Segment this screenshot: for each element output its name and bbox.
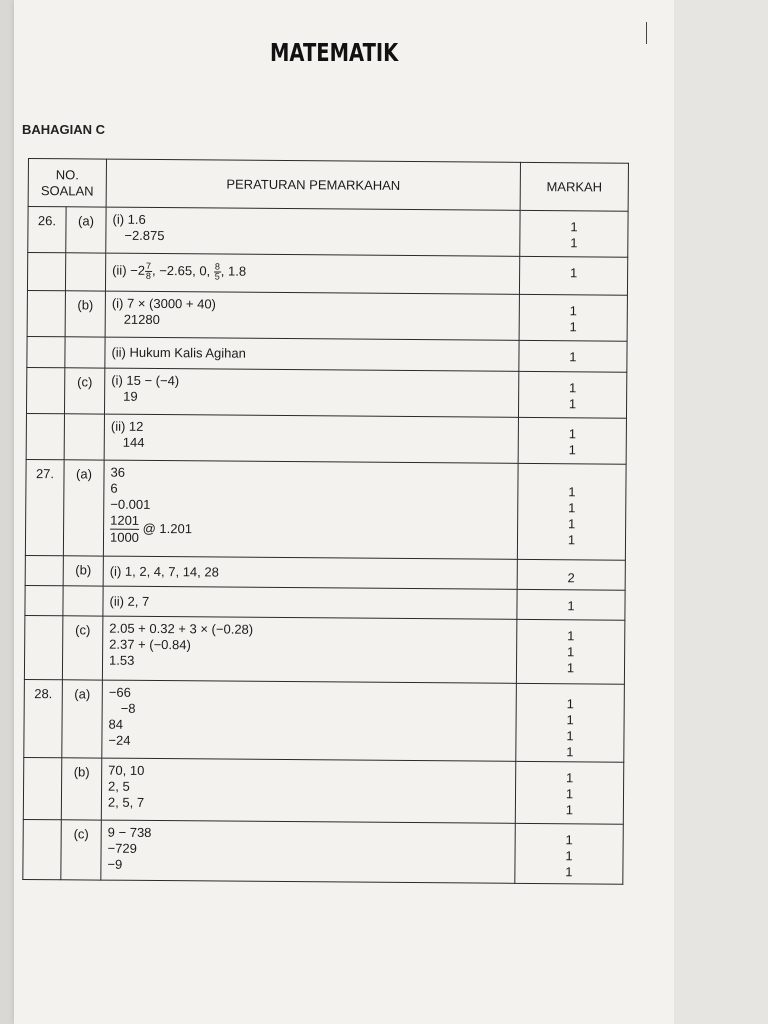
header-no-soalan: NO. SOALAN bbox=[28, 159, 106, 208]
table-row bbox=[26, 413, 626, 464]
table-row bbox=[25, 585, 625, 620]
answer-cell: 9 − 738 −729 −9 bbox=[101, 820, 515, 883]
marks-cell: 1 1 1 1 bbox=[517, 463, 626, 560]
part-label: (c) bbox=[61, 820, 101, 880]
answer-cell: (i) 1, 2, 4, 7, 14, 28 bbox=[103, 556, 517, 589]
header-peraturan: PERATURAN PEMARKAHAN bbox=[106, 159, 520, 210]
part-label: (a) bbox=[62, 680, 103, 758]
part-label: (b) bbox=[61, 758, 101, 820]
table-row bbox=[25, 555, 625, 590]
marks-cell: 1 1 1 bbox=[515, 761, 623, 824]
part-label: (a) bbox=[63, 460, 104, 556]
marks-cell: 1 bbox=[517, 589, 625, 620]
question-number: 26. bbox=[28, 207, 66, 253]
table-row bbox=[27, 336, 627, 372]
answer-cell: (ii) Hukum Kalis Agihan bbox=[105, 337, 519, 371]
table-header-row bbox=[28, 159, 628, 212]
header-markah: MARKAH bbox=[520, 162, 628, 211]
part-label: (b) bbox=[65, 291, 105, 337]
answer-cell: (i) 7 × (3000 + 40) 21280 bbox=[105, 291, 519, 340]
marks-cell: 1 1 bbox=[518, 371, 626, 418]
adjacent-page bbox=[674, 0, 768, 1024]
marks-cell: 1 bbox=[519, 256, 627, 295]
table-row bbox=[26, 367, 626, 418]
fraction: $\frac{8}{5}$ bbox=[214, 261, 220, 282]
answer-cell: −66 −8 84 −24 bbox=[102, 680, 517, 761]
marks-cell: 1 bbox=[519, 340, 627, 372]
table-row bbox=[24, 615, 624, 684]
table-row bbox=[27, 290, 627, 341]
table-row bbox=[23, 757, 623, 824]
table-row bbox=[25, 459, 626, 560]
section-heading: BAHAGIAN C bbox=[22, 122, 106, 137]
answer-cell: (ii) −2 $\frac{7}{8}$ , −2.65, 0, $\frac{8}{5}$ , 1.8 bbox=[105, 253, 519, 294]
table-row bbox=[24, 679, 625, 762]
fraction: $\frac{7}{8}$ bbox=[145, 260, 152, 281]
fraction: $\frac{1201}{1000}$ bbox=[109, 512, 140, 545]
marks-cell: 2 bbox=[517, 559, 625, 590]
marks-cell: 1 1 bbox=[519, 294, 627, 341]
marks-cell: 1 1 bbox=[520, 210, 628, 257]
answer-cell: 2.05 + 0.32 + 3 × (−0.28) 2.37 + (−0.84) 1.53 bbox=[102, 616, 516, 683]
page-title: MATEMATIK bbox=[270, 38, 399, 67]
table-row bbox=[23, 819, 623, 884]
margin-mark bbox=[646, 22, 647, 44]
marks-cell: 1 1 1 1 bbox=[516, 683, 625, 762]
marks-cell: 1 1 bbox=[518, 417, 626, 464]
answer-cell: (ii) 12 144 bbox=[104, 414, 518, 463]
part-label: (c) bbox=[62, 616, 103, 680]
question-number: 28. bbox=[24, 679, 63, 757]
table-row bbox=[28, 207, 628, 258]
answer-cell: 36 6 −0.001 $\frac{1201}{1000}$ @ 1.201 bbox=[103, 460, 518, 559]
answer-cell: (ii) 2, 7 bbox=[103, 586, 517, 619]
marking-scheme-table bbox=[22, 158, 629, 885]
answer-cell: 70, 10 2, 5 2, 5, 7 bbox=[101, 758, 515, 823]
part-label: (a) bbox=[66, 207, 106, 253]
marks-cell: 1 1 1 bbox=[515, 823, 623, 884]
answer-cell: (i) 1.6 −2.875 bbox=[106, 207, 520, 256]
part-label: (b) bbox=[63, 556, 103, 586]
table-row bbox=[27, 253, 627, 296]
question-number: 27. bbox=[25, 459, 64, 555]
marks-cell: 1 1 1 bbox=[516, 619, 624, 684]
answer-cell: (i) 15 − (−4) 19 bbox=[104, 368, 518, 417]
part-label: (c) bbox=[64, 368, 104, 414]
